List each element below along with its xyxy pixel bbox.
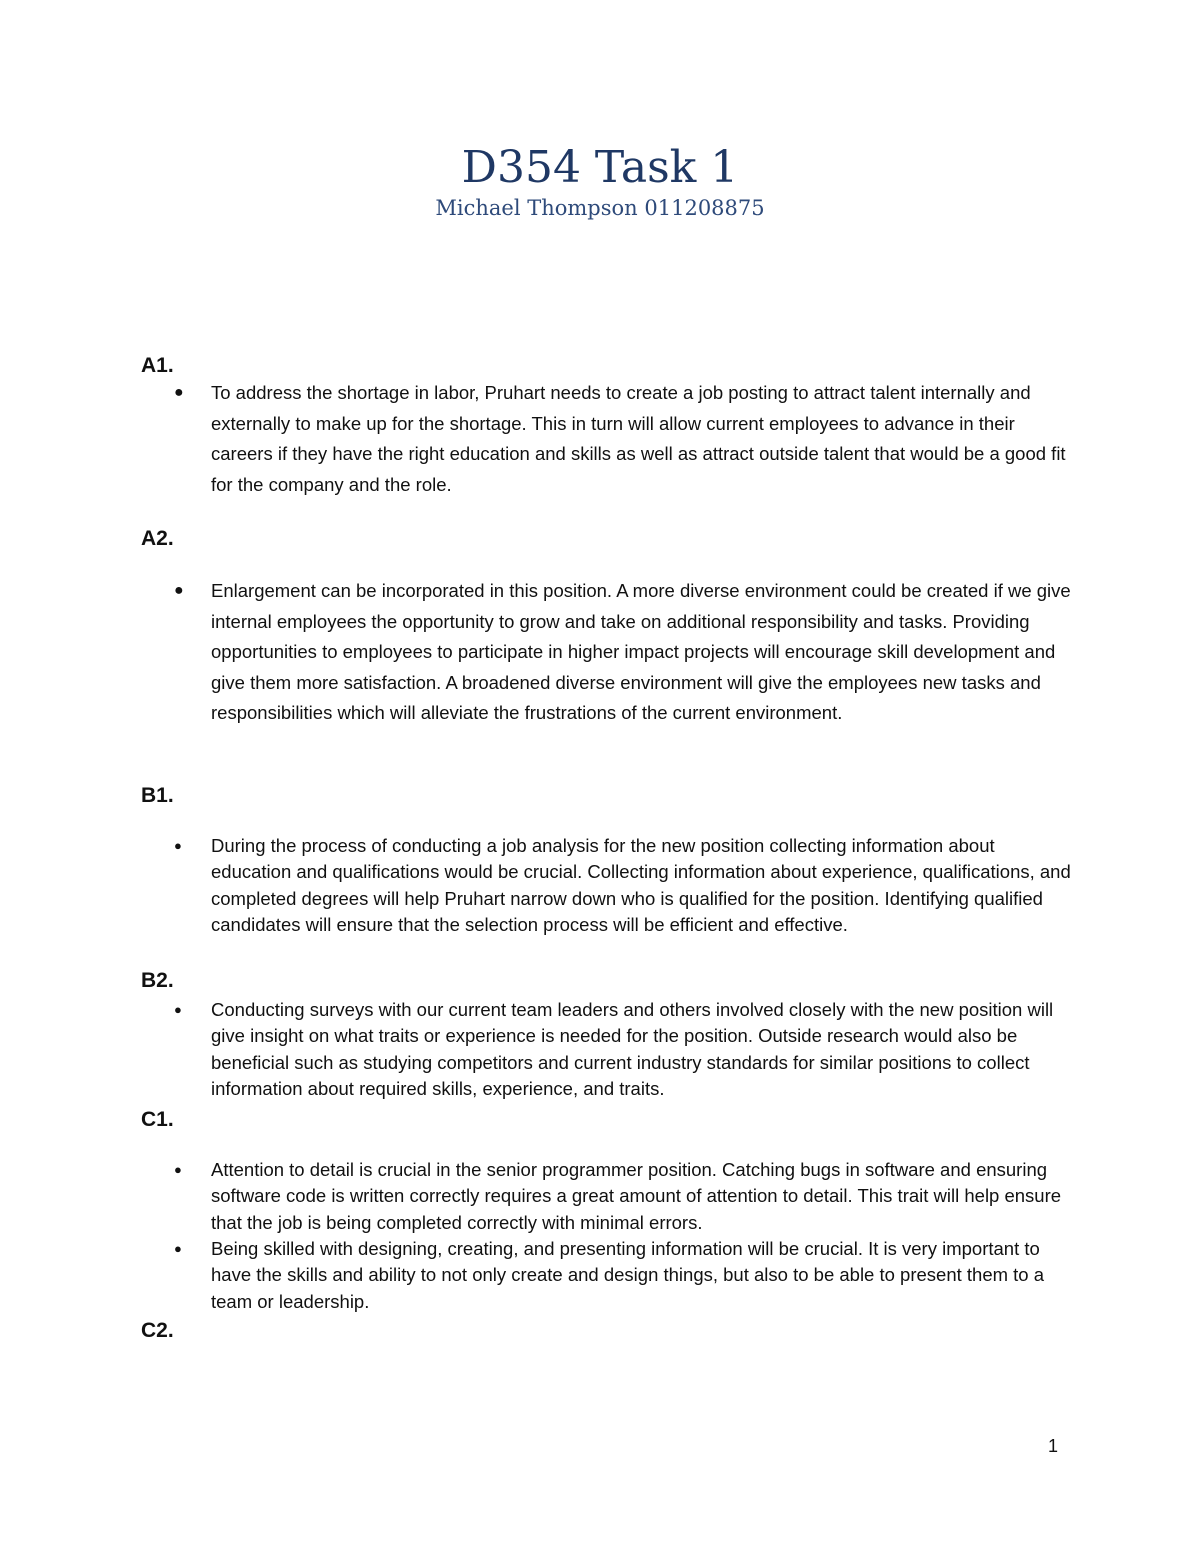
section-heading-c2: C2. — [141, 1319, 174, 1342]
list-item — [174, 1236, 1071, 1315]
section-heading-c1: C1. — [141, 1108, 174, 1131]
bullet-text: Conducting surveys with our current team leaders and others involved closely with the new position will give insight on what traits or experience is needed for the position. Outside research would also be beneficial such as studying competitors and current industry standards for similar positions to collect information about required skills, experience, and traits. — [211, 999, 1054, 1099]
bullet-icon: ● — [174, 838, 182, 853]
section-heading-a2: A2. — [141, 527, 174, 550]
bullet-icon: ● — [174, 582, 184, 599]
bullet-text: During the process of conducting a job analysis for the new position collecting information about education and qualifications would be crucial. Collecting information about experience, qualifications, and completed degrees will help Pruhart narrow down who is qualified for the position. Identifying qualified candidates will ensure that the selection process will be efficient and effective. — [211, 835, 1071, 935]
list-item — [174, 1157, 1071, 1236]
list-item — [174, 378, 1071, 500]
bullet-icon: ● — [174, 384, 184, 401]
bullet-icon: ● — [174, 1241, 182, 1256]
list-item — [174, 833, 1071, 938]
bullet-icon: ● — [174, 1002, 182, 1017]
bullet-text: Being skilled with designing, creating, and presenting information will be crucial. It is very important to have the skills and ability to not only create and design things, but also to be able to present them to a team or leadership. — [211, 1238, 1045, 1312]
section-heading-b1: B1. — [141, 784, 174, 807]
bullet-text: To address the shortage in labor, Pruhart needs to create a job posting to attract talent internally and externally to make up for the shortage. This in turn will allow current employees to advance in their careers if they have the right education and skills as well as attract outside talent that would be a good fit for the company and the role. — [211, 382, 1066, 495]
list-item — [174, 997, 1071, 1102]
bullet-text: Attention to detail is crucial in the senior programmer position. Catching bugs in software and ensuring software code is written correctly requires a great amount of attention to detail. This trait will help ensure that the job is being completed correctly with minimal errors. — [211, 1159, 1062, 1233]
section-heading-a1: A1. — [141, 354, 174, 377]
bullet-text: Enlargement can be incorporated in this position. A more diverse environment could be created if we give internal employees the opportunity to grow and take on additional responsibility and tasks. Providing opportunities to employees to participate in higher impact projects will encourage skill development and give them more satisfaction. A broadened diverse environment will give the employees new tasks and responsibilities which will alleviate the frustrations of the current environment. — [211, 580, 1071, 723]
list-item — [174, 576, 1071, 729]
page-number: 1 — [1048, 1436, 1059, 1456]
document-title: D354 Task 1 — [461, 142, 739, 193]
author-line: Michael Thompson 011208875 — [435, 196, 765, 220]
bullet-icon: ● — [174, 1162, 182, 1177]
section-heading-b2: B2. — [141, 969, 174, 992]
